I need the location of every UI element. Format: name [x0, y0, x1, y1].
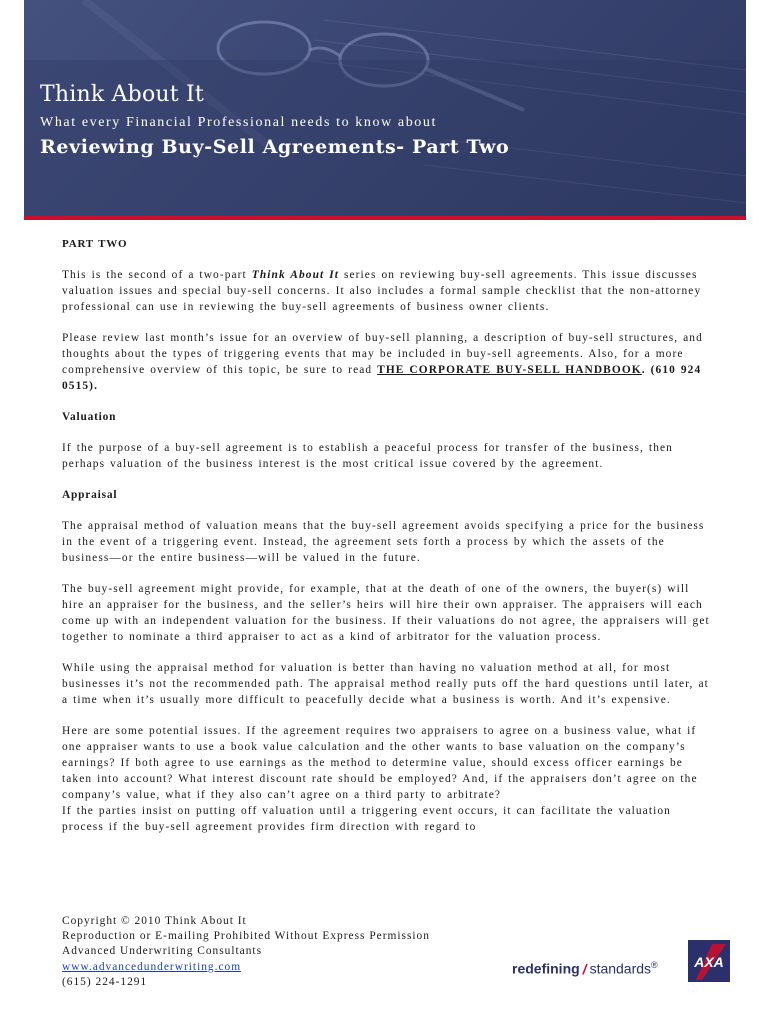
tagline-bold-word: redefining [512, 960, 580, 977]
handbook-phone: . (610 924 0515). [62, 364, 702, 392]
page-footer [62, 914, 482, 990]
appraisal-heading: Appraisal [62, 489, 118, 501]
handbook-link[interactable]: THE CORPORATE BUY-SELL HANDBOOK [377, 364, 642, 376]
valuation-paragraph: If the purpose of a buy-sell agreement is to establish a peaceful process for transfer of the business, then perhaps valuation of the business interest is the most critical issue covered by the agreement. [62, 442, 673, 470]
axa-logo-icon [688, 940, 730, 982]
intro-text-start: This is the second of a two-part [62, 269, 252, 281]
registered-mark: ® [651, 960, 658, 970]
review-text-start: Please review last month’s issue for an overview of buy-sell planning, a description of buy-sell structures, and thoughts about the types of triggering events that may be included in buy-sell agreements. Also, for a more comprehensive overview of this topic, be sure to read [62, 332, 703, 376]
phone-number: (615) 224-1291 [62, 975, 148, 988]
reproduction-notice: Reproduction or E-mailing Prohibited Without Express Permission [62, 930, 430, 943]
brand-tagline [512, 960, 682, 982]
intro-paragraph [62, 267, 712, 315]
appraisal-paragraph-1: The appraisal method of valuation means that the buy-sell agreement avoids specifying a price for the business in the event of a triggering event. Instead, the agreement sets forth a process by which the assets of the business—or the entire business—will be valued in the future. [62, 520, 705, 564]
appraisal-paragraph-2: The buy-sell agreement might provide, for example, that at the death of one of the owners, the buyer(s) will hire an appraiser for the business, and the seller’s heirs will hire their own appraiser. The appraisers will each come up with an independent valuation for the business. If their valuations do not agree, the appraisers will get together to nominate a third appraiser to act as a kind of arbitrator for the valuation process. [62, 583, 710, 643]
part-label: PART TWO [62, 238, 128, 250]
appraisal-paragraph-4: Here are some potential issues. If the agreement requires two appraisers to agree on a business value, what if one appraiser wants to use a book value calculation and the other wants to base valuation on the company’s earnings? If both agree to use earnings as the method to determine value, should excess officer earnings be taken into account? What interest discount rate should be employed? And, if the appraisers don’t agree on the company’s value, what if they also can’t agree on a third party to arbitrate? [62, 725, 698, 801]
appraisal-paragraph-5: If the parties insist on putting off valuation until a triggering event occurs, it can facilitate the valuation process if the buy-sell agreement provides firm direction with regard to [62, 805, 671, 833]
series-title: Think About It [40, 82, 204, 107]
issue-title: Reviewing Buy-Sell Agreements- Part Two [40, 136, 510, 158]
website-link[interactable]: www.advancedunderwriting.com [62, 960, 242, 973]
banner-background-image [24, 0, 746, 216]
banner-accent-stripe [24, 216, 746, 220]
copyright-line: Copyright © 2010 Think About It [62, 915, 247, 927]
article-body [62, 236, 712, 835]
company-name: Advanced Underwriting Consultants [62, 945, 263, 958]
review-paragraph [62, 330, 712, 394]
header-banner [24, 0, 746, 216]
appraisal-paragraph-3: While using the appraisal method for valuation is better than having no valuation method at all, for most businesses it’s not the recommended path. The appraisal method really puts off the hard questions until later, at a time when it’s usually more difficult to peacefully decide what a business is worth. And it’s expensive. [62, 662, 709, 706]
banner-tagline: What every Financial Professional needs to know about [40, 115, 437, 130]
tagline-slash: / [582, 960, 587, 977]
valuation-heading: Valuation [62, 411, 117, 423]
svg-text:AXA: AXA [694, 954, 724, 970]
tagline-word: standards [589, 960, 652, 977]
series-name-emphasis: Think About It [251, 269, 340, 281]
intro-text-end: series on reviewing buy-sell agreements. This issue discusses valuation issues and special buy-sell concerns. It also includes a formal sample checklist that the non-attorney professional can use in reviewing the buy-sell agreements of business owner clients. [62, 269, 702, 313]
